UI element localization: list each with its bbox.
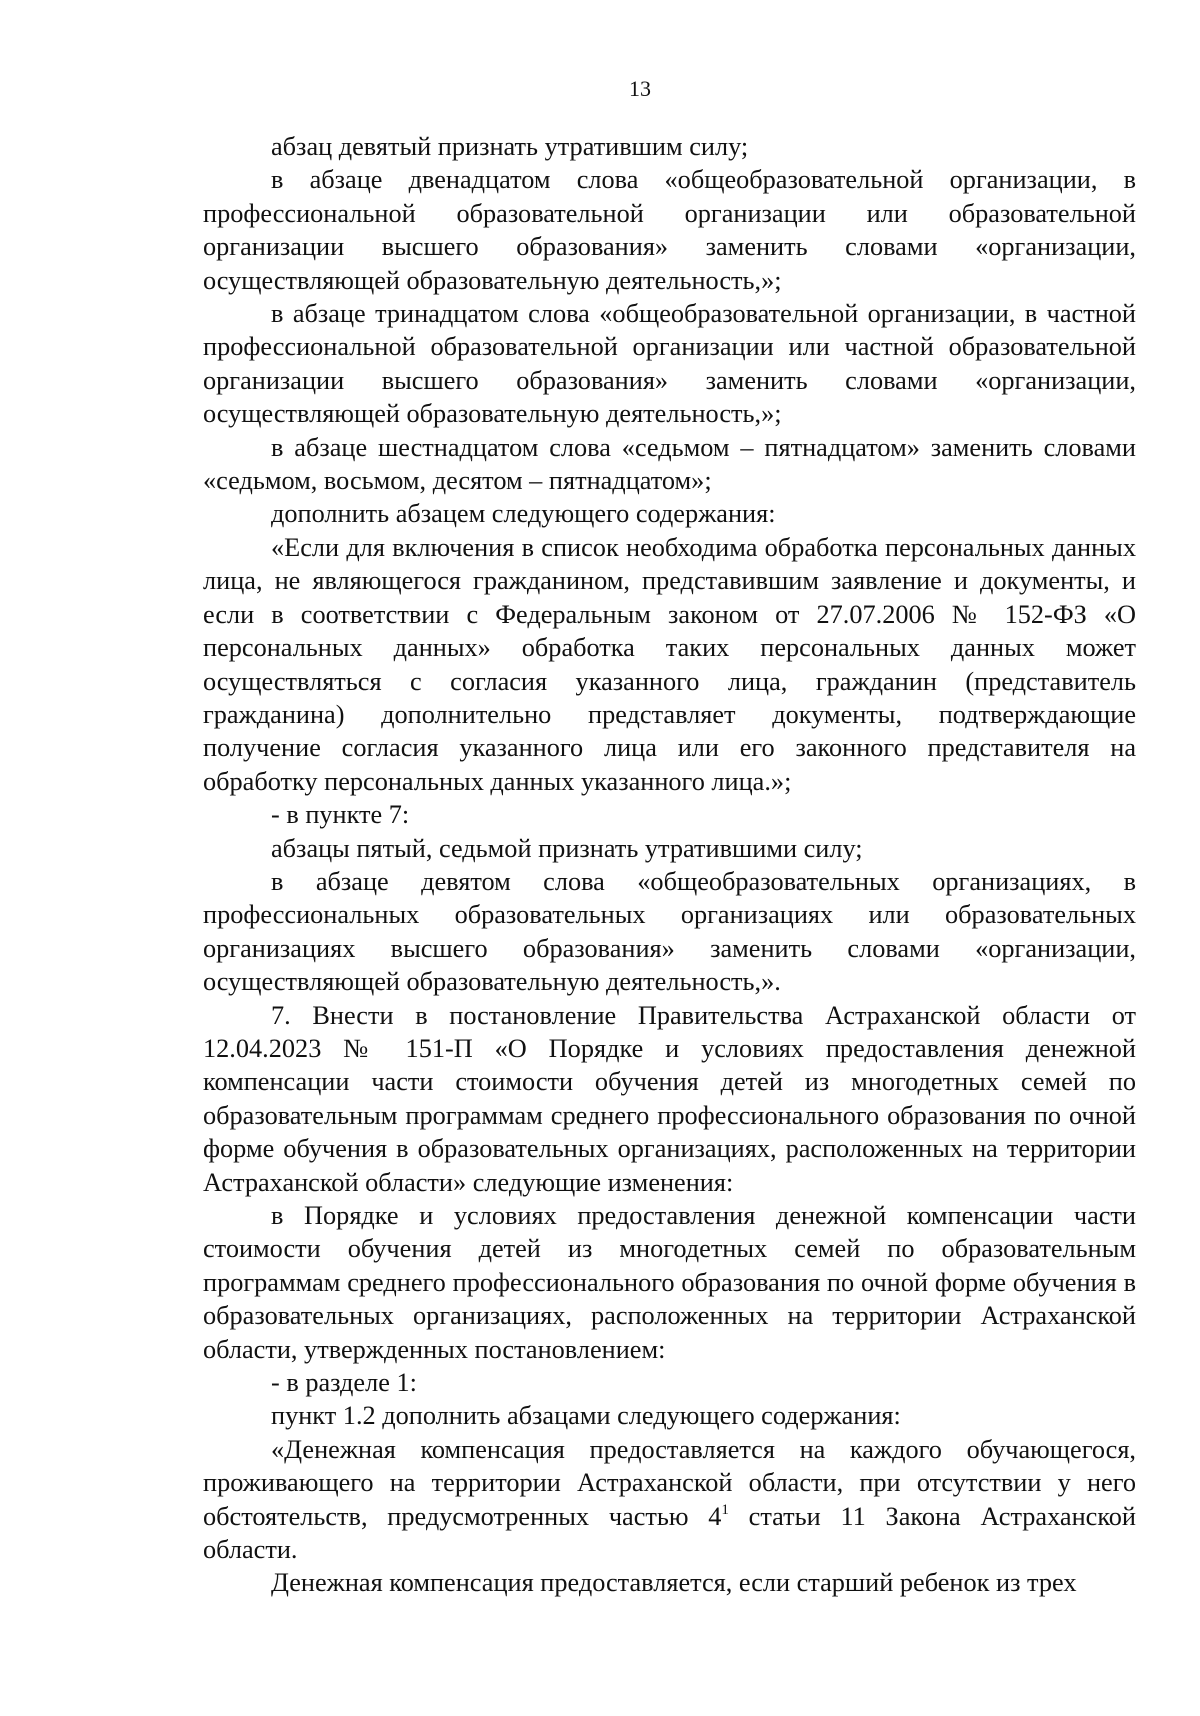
superscript: 1: [721, 1501, 729, 1518]
paragraph: «Если для включения в список необходима обработка персональных данных лица, не являющегося гражданином, представившим заявление и документы, и если в соответствии с Федеральным законом от 27.07.2006 № 152-ФЗ «О персональных данных» обработка таких персональных данных может осуществляться с согласия указанного лица, гражданин (представитель гражданина) дополнительно представляет документы, подтверждающие получение согласия указанного лица или его законного представителя на обработку персональных данных указанного лица.»;: [203, 532, 1136, 796]
paragraph: в абзаце девятом слова «общеобразовательных организациях, в профессиональных образовательных организациях или образовательных организациях высшего образования» заменить словами «организации, осуществляющей образовательную деятельность,».: [203, 866, 1136, 997]
paragraph: в абзаце шестнадцатом слова «седьмом – пятнадцатом» заменить словами «седьмом, восьмом, десятом – пятнадцатом»;: [203, 432, 1136, 496]
paragraph: Денежная компенсация предоставляется, если старший ребенок из трех: [271, 1568, 1077, 1598]
paragraph: пункт 1.2 дополнить абзацами следующего содержания:: [271, 1401, 901, 1431]
paragraph: в абзаце двенадцатом слова «общеобразовательной организации, в профессиональной образовательной организации или образовательной организации высшего образования» заменить словами «организации, осуществляющей образовательную деятельность,»;: [203, 165, 1136, 295]
paragraph-with-superscript: [203, 1433, 1136, 1567]
paragraph: в Порядке и условиях предоставления денежной компенсации части стоимости обучения детей из многодетных семей по образовательным программам среднего профессионального образования по очной форме обучения в образовательных организациях, расположенных на территории Астраханской области, утвержденных постановлением:: [203, 1201, 1136, 1364]
paragraph: абзац девятый признать утратившим силу;: [271, 132, 749, 161]
paragraph: 7. Внести в постановление Правительства Астраханской области от 12.04.2023 № 151-П «О Порядке и условиях предоставления денежной компенсации части стоимости обучения детей из многодетных семей по образовательным программам среднего профессионального образования по очной форме обучения в образовательных организациях, расположенных на территории Астраханской области» следующие изменения:: [203, 1000, 1136, 1197]
document-body: [203, 130, 1136, 1600]
paragraph-text: статьи 11 Закона Астраханской области.: [203, 1501, 1136, 1565]
paragraph: - в пункте 7:: [271, 800, 410, 830]
page-number: 13: [629, 76, 651, 101]
paragraph: дополнить абзацем следующего содержания:: [271, 499, 776, 529]
paragraph: абзацы пятый, седьмой признать утратившими силу;: [271, 833, 863, 863]
paragraph-text: «Денежная компенсация предоставляется на каждого обучающегося, проживающего на территории Астраханской области, при отсутствии у него обстоятельств, предусмотренных частью 4: [203, 1434, 1136, 1531]
paragraph: - в разделе 1:: [271, 1368, 417, 1398]
paragraph: в абзаце тринадцатом слова «общеобразовательной организации, в частной профессиональной образовательной организации или частной образовательной организации высшего образования» заменить словами «организации, осуществляющей образовательную деятельность,»;: [203, 299, 1136, 429]
